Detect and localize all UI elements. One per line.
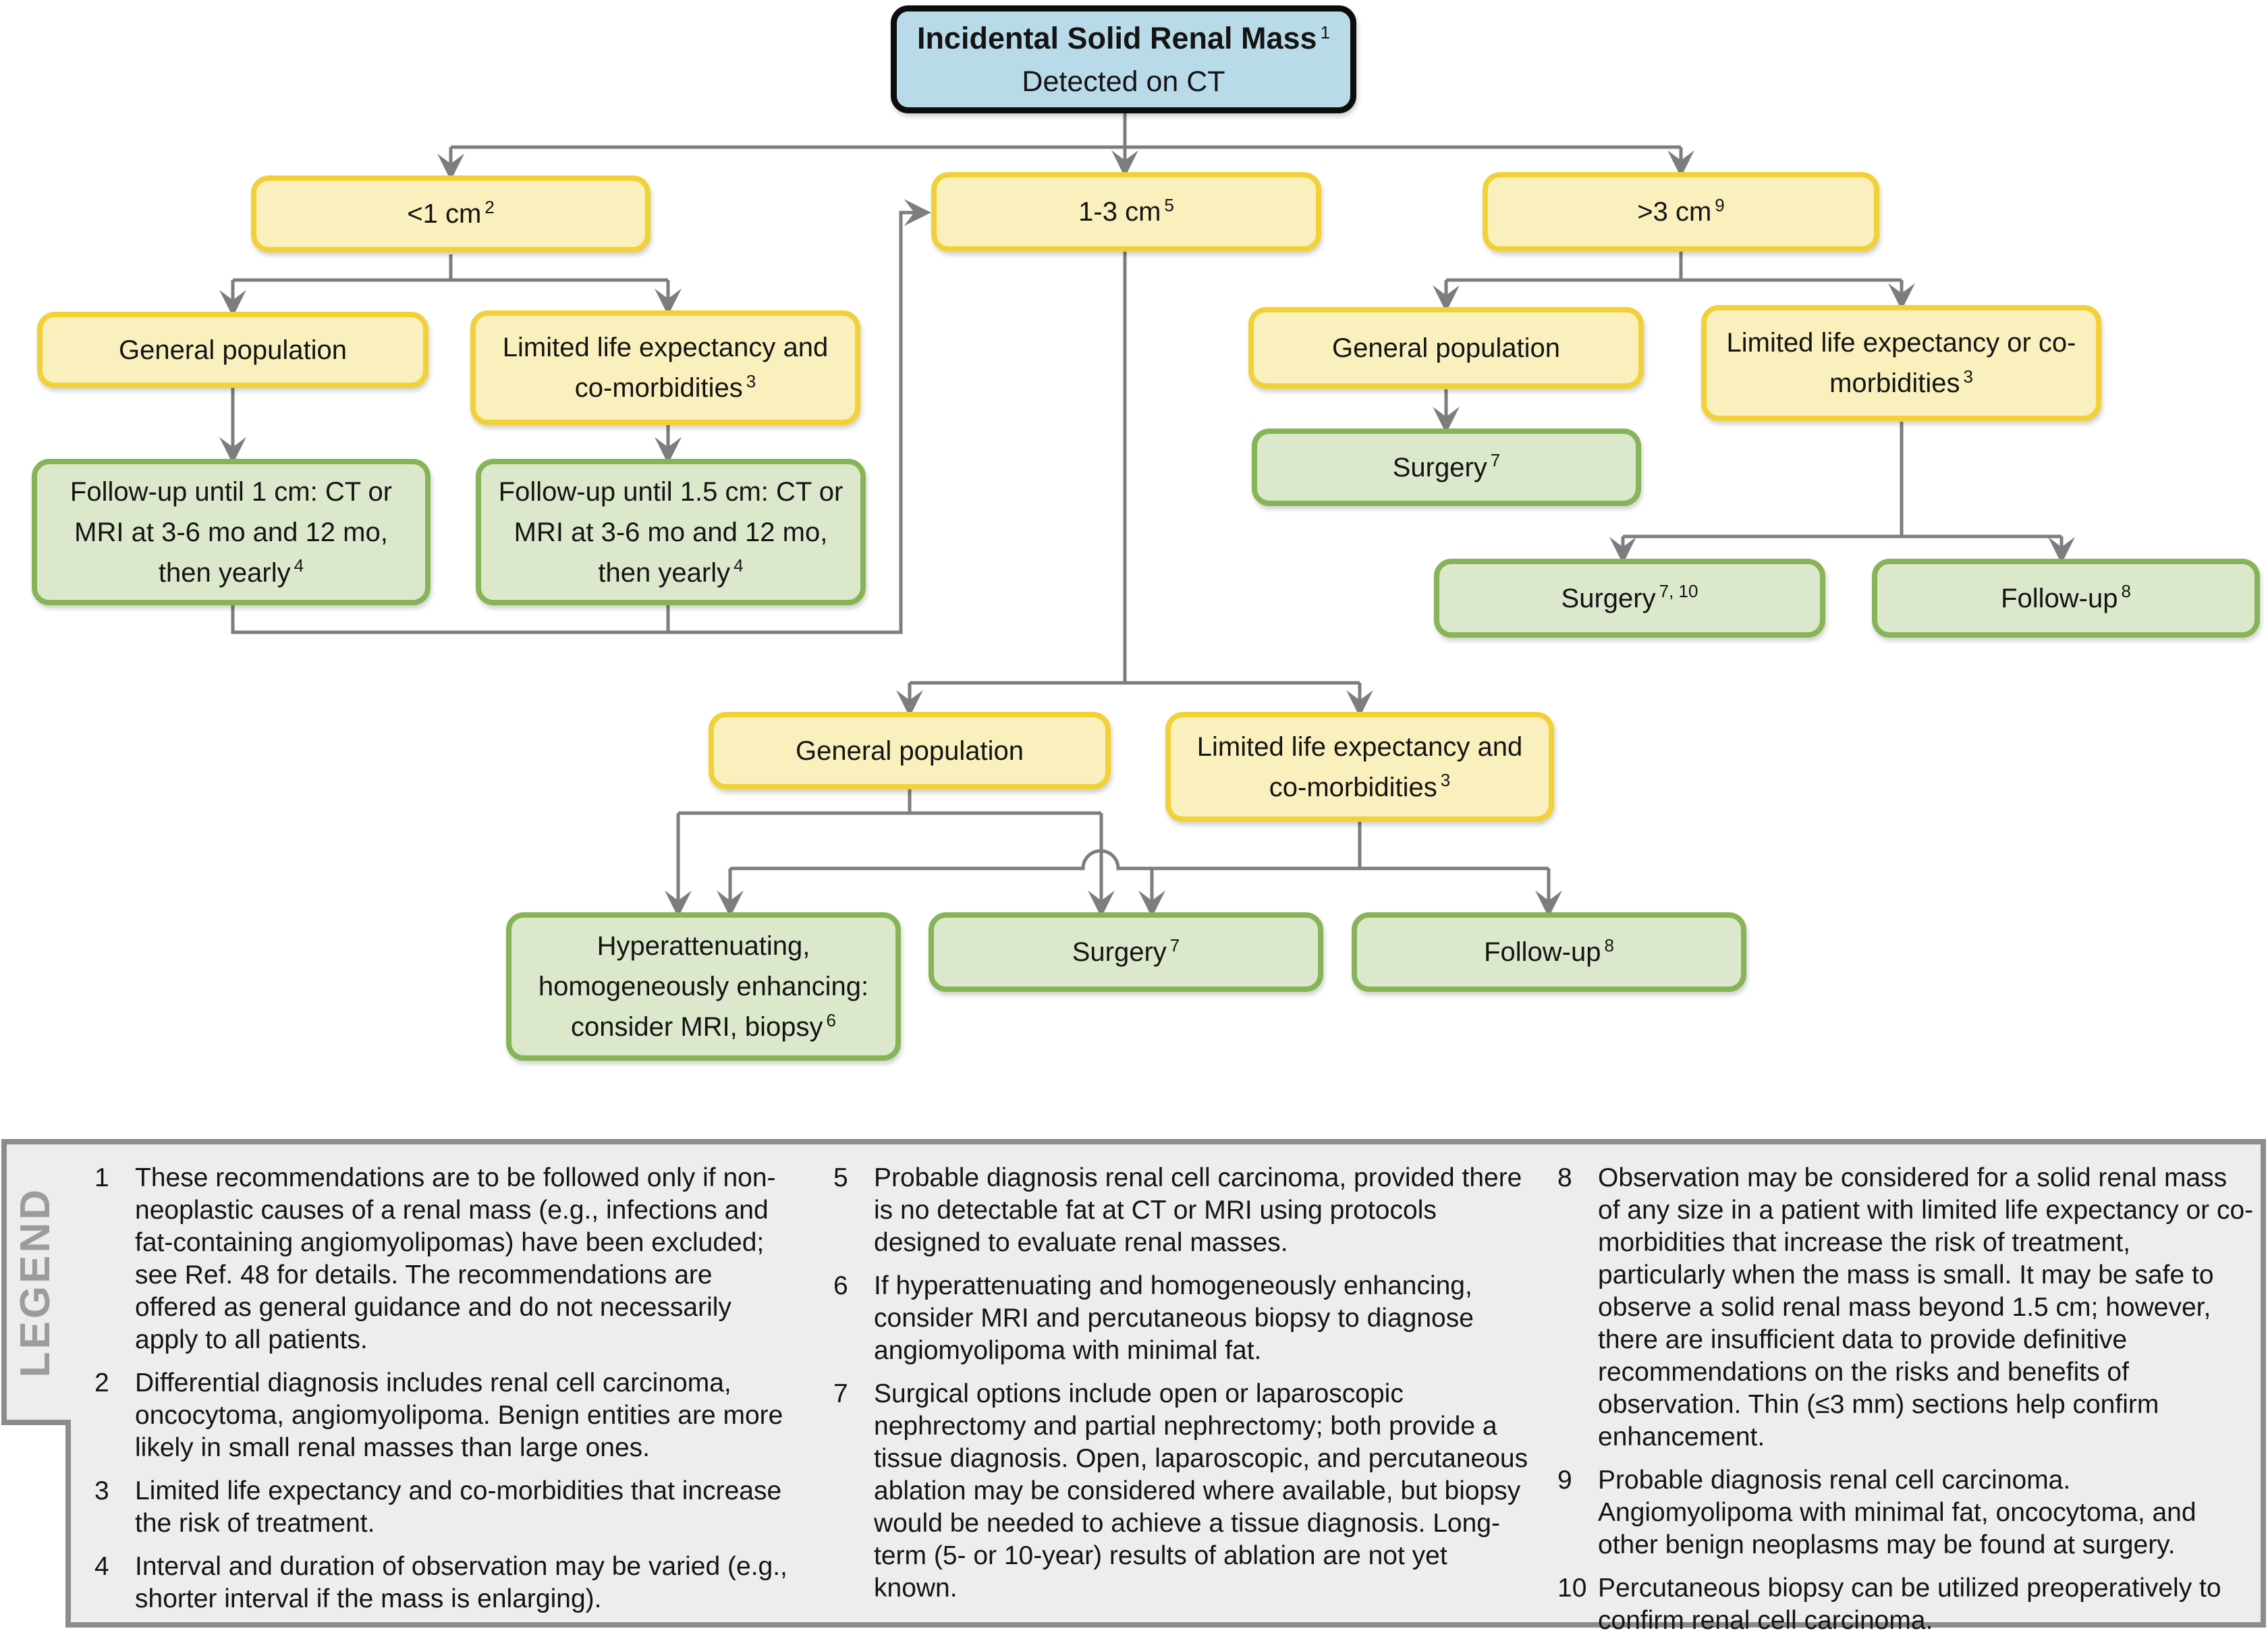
legend-item-number: 6 <box>833 1271 848 1300</box>
node-label: Limited life expectancy and co-morbidities <box>502 333 829 403</box>
legend-item-number: 5 <box>833 1163 848 1192</box>
legend-item-2 <box>94 1367 800 1464</box>
legend-item-5 <box>833 1162 1532 1259</box>
footnote-ref: 3 <box>1440 770 1451 791</box>
node-label: Surgery <box>1072 937 1167 967</box>
root-title: Incidental Solid Renal Mass <box>916 21 1317 56</box>
node-label: General population <box>795 736 1024 766</box>
legend-item-number: 7 <box>833 1379 848 1408</box>
legend-item-number: 1 <box>94 1163 109 1192</box>
footnote-ref: 4 <box>734 555 744 576</box>
node-label: Surgery <box>1561 583 1656 613</box>
node-label: General population <box>1331 333 1561 363</box>
legend-item-text: Interval and duration of observation may be varied (e.g., shorter interval if the mass is enlarging). <box>135 1552 787 1613</box>
node-gt3-general-population <box>1248 307 1644 389</box>
legend-tab-label: LEGEND <box>11 1186 59 1378</box>
legend-item-8 <box>1557 1162 2256 1453</box>
node-mid-hyperattenuating <box>506 912 901 1061</box>
legend-item-10 <box>1557 1572 2256 1637</box>
footnote-ref: 3 <box>1963 366 1973 387</box>
node-mid-general-population <box>709 712 1111 789</box>
node-mid-surgery <box>929 912 1323 992</box>
node-mid-limited-life-expectancy <box>1165 712 1554 822</box>
legend-item-1 <box>94 1162 800 1356</box>
legend-item-text: Surgical options include open or laparoscopic nephrectomy and partial nephrectomy; both provide a tissue diagnosis. Open, laparoscopic, and percutaneous ablation may be considered where available, but biopsy would be needed to achieve a tissue diagnosis. Long-term (5- or 10-year) results of ablation are not yet known. <box>874 1379 1528 1603</box>
node-gt3-limited-surgery <box>1434 559 1825 638</box>
legend-item-text: These recommendations are to be followed only if non-neoplastic causes of a renal mass (e.g., infections and fat-containing angiomyolipomas) have been excluded; see Ref. 48 for details. The recommendations are offered as general guidance and do not necessarily apply to all patients. <box>135 1163 776 1354</box>
legend-item-number: 8 <box>1557 1163 1572 1192</box>
node-label: 1-3 cm <box>1078 197 1161 227</box>
node-label: Follow-up <box>1484 937 1601 967</box>
node-mid-followup <box>1352 912 1746 992</box>
node-gt3-limited-followup <box>1872 559 2260 638</box>
legend-column-3 <box>1557 1162 2256 1637</box>
node-label: Limited life expectancy and co-morbidities <box>1196 731 1523 802</box>
node-size-lt1cm <box>251 175 651 252</box>
footnote-ref: 7, 10 <box>1659 581 1698 602</box>
root-subtitle: Detected on CT <box>1022 65 1225 98</box>
legend-item-text: Probable diagnosis renal cell carcinoma. Angiomyolipoma with minimal fat, oncocytoma, and other benign neoplasms may be found at surgery. <box>1598 1466 2196 1559</box>
footnote-ref: 8 <box>1604 935 1614 955</box>
legend-item-number: 9 <box>1557 1466 1572 1495</box>
legend-item-text: If hyperattenuating and homogeneously enhancing, consider MRI and percutaneous biopsy to diagnose angiomyolipoma with minimal fat. <box>874 1271 1474 1365</box>
node-label: Follow-up until 1 cm: CT or MRI at 3-6 mo and 12 mo, then yearly <box>70 476 393 588</box>
node-label: General population <box>118 335 348 365</box>
legend-item-number: 2 <box>94 1368 109 1397</box>
legend-item-7 <box>833 1378 1532 1605</box>
node-label: Follow-up until 1.5 cm: CT or MRI at 3-6 mo and 12 mo, then yearly <box>498 476 843 588</box>
legend-item-number: 3 <box>94 1476 109 1505</box>
node-gt3-general-surgery <box>1252 428 1641 506</box>
node-size-gt3cm <box>1483 172 1879 252</box>
legend-item-text: Observation may be considered for a solid renal mass of any size in a patient with limited life expectancy or co-morbidities that increase the risk of treatment, particularly when the mass is small. It may be safe to observe a solid renal mass beyond 1.5 cm; however, there are insufficient data to provide definitive recommendations on the risks and benefits of observation. Thin (≤3 mm) sections help confirm enhancement. <box>1598 1163 2254 1451</box>
legend-column-2 <box>833 1162 1532 1605</box>
root-footnote-ref: 1 <box>1320 22 1331 43</box>
node-gt3-limited-life-expectancy <box>1701 305 2101 421</box>
node-label: Limited life expectancy or co-morbidities <box>1726 328 2076 398</box>
footnote-ref: 5 <box>1164 194 1174 215</box>
node-lt1-limited-life-expectancy <box>470 310 860 425</box>
node-root <box>891 5 1356 113</box>
footnote-ref: 4 <box>294 555 304 576</box>
footnote-ref: 8 <box>2121 581 2131 602</box>
legend-item-text: Probable diagnosis renal cell carcinoma, provided there is no detectable fat at CT or MRI using protocols designed to evaluate renal masses. <box>874 1163 1522 1257</box>
footnote-ref: 9 <box>1715 194 1725 215</box>
legend-tab <box>4 1147 66 1417</box>
legend-item-9 <box>1557 1464 2256 1561</box>
legend-item-6 <box>833 1270 1532 1367</box>
legend-item-text: Differential diagnosis includes renal cell carcinoma, oncocytoma, angiomyolipoma. Benign entities are more likely in small renal masses than large ones. <box>135 1368 783 1462</box>
legend-item-3 <box>94 1475 800 1540</box>
legend-column-1 <box>94 1162 800 1615</box>
node-lt1-followup-until-1-5cm <box>476 459 866 605</box>
footnote-ref: 7 <box>1169 935 1180 955</box>
legend-item-number: 10 <box>1557 1574 1587 1603</box>
footnote-ref: 3 <box>746 370 756 391</box>
legend-item-text: Percutaneous biopsy can be utilized preoperatively to confirm renal cell carcinoma. <box>1598 1574 2221 1635</box>
node-size-1to3cm <box>931 172 1321 252</box>
node-label: Follow-up <box>2001 583 2118 613</box>
node-label: >3 cm <box>1637 197 1712 227</box>
node-label: <1 cm <box>407 199 482 229</box>
footnote-ref: 7 <box>1490 450 1501 471</box>
footnote-ref: 2 <box>485 196 495 217</box>
node-lt1-followup-until-1cm <box>32 459 431 605</box>
node-lt1-general-population <box>37 312 428 388</box>
legend-item-text: Limited life expectancy and co-morbidities that increase the risk of treatment. <box>135 1476 782 1538</box>
footnote-ref: 6 <box>826 1009 836 1030</box>
node-label: Hyperattenuating, homogeneously enhancing: consider MRI, biopsy <box>538 931 869 1042</box>
node-label: Surgery <box>1392 452 1487 482</box>
legend-item-4 <box>94 1551 800 1615</box>
legend-item-number: 4 <box>94 1552 109 1581</box>
